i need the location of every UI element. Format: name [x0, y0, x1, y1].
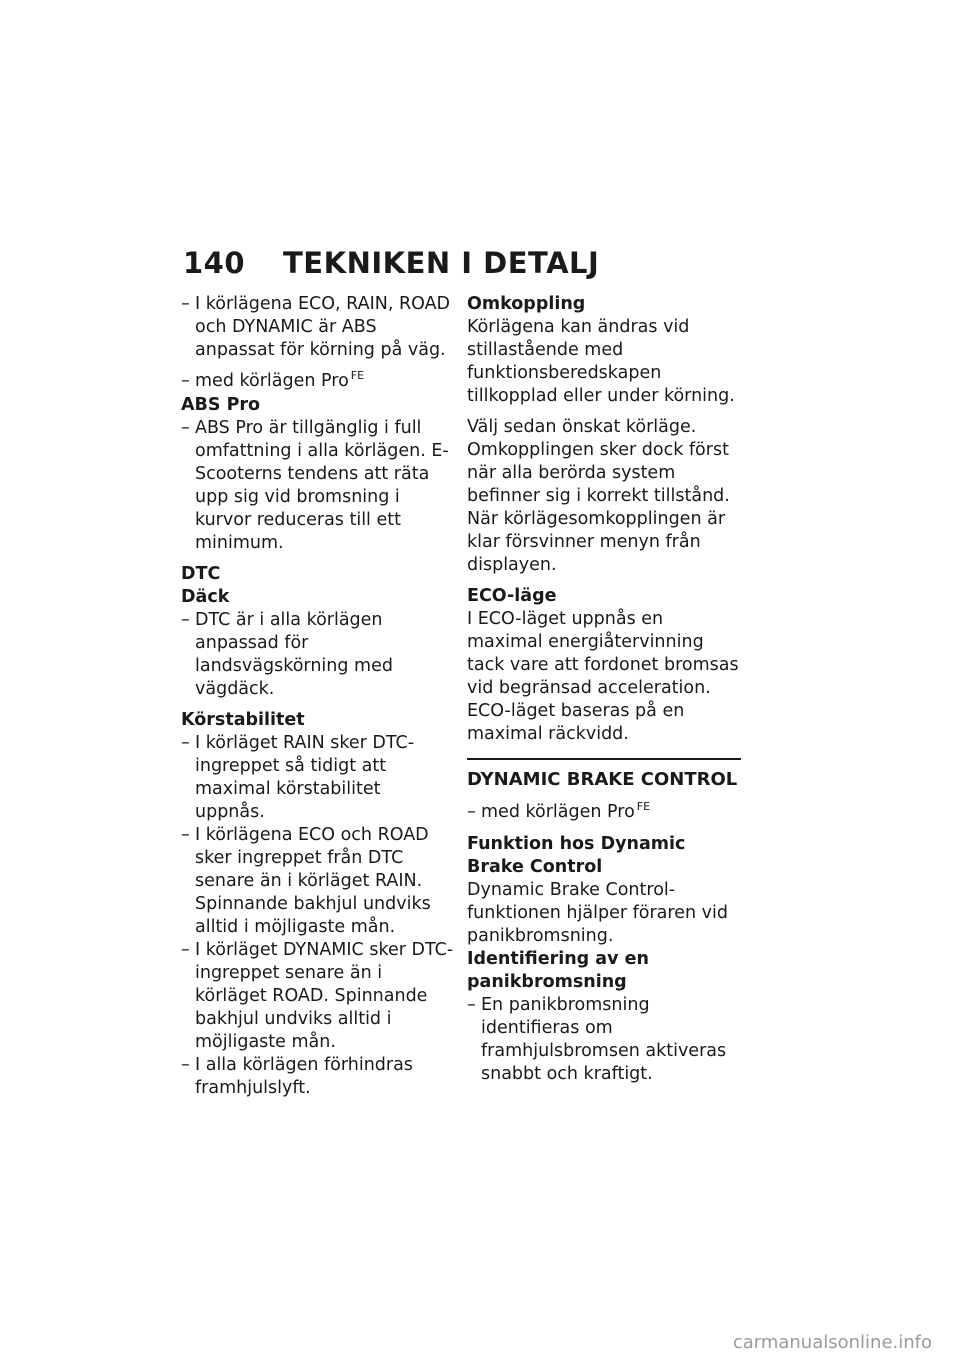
paragraph: När körlägesomkopplingen är klar försvinner menyn från displayen. [467, 509, 726, 575]
watermark: carmanualsonline.info [732, 1332, 932, 1353]
right-column [467, 293, 741, 1094]
heading-korstabilitet: Körstabilitet [181, 710, 305, 730]
list-item: – I körlägena ECO, RAIN, ROAD och DYNAMIC är ABS anpassat för körning på väg. [181, 294, 451, 360]
list-item: – I alla körlägen förhindras framhjulslyft. [181, 1055, 413, 1098]
list-item: – I körläget DYNAMIC sker DTC-ingreppet senare än i körläget ROAD. Spinnande bakhjul undviks alltid i möjligaste mån. [181, 940, 454, 1052]
paragraph: Välj sedan önskat körläge. Omkopplingen sker dock först när alla berörda system befinner sig i korrekt tillstånd. [467, 417, 730, 506]
heading-dack: Däck [181, 587, 230, 607]
list-item: – I körlägena ECO och ROAD sker ingreppet från DTC senare än i körläget RAIN. Spinnande bakhjul undviks alltid i möjligaste mån. [181, 825, 431, 937]
heading-abs-pro: ABS Pro [181, 395, 261, 415]
list-item: – med körlägen Pro $^{FE}$ [181, 369, 365, 391]
page-header [183, 246, 599, 280]
list-item: – En panikbromsning identifieras om framhjulsbromsen aktiveras snabbt och kraftigt. [467, 995, 727, 1084]
list-item: – I körläget RAIN sker DTC-ingreppet så tidigt att maximal körstabilitet uppnås. [181, 733, 415, 822]
heading-identifiering: Identifiering av en panikbromsning [467, 949, 649, 992]
heading-omkoppling: Omkoppling [467, 294, 586, 314]
paragraph: I ECO-läget uppnås en maximal energiåtervinning tack vare att fordonet bromsas vid begränsad acceleration. ECO-läget baseras på en maximal räckvidd. [467, 609, 739, 744]
heading-funktion: Funktion hos Dynamic Brake Control [467, 834, 686, 877]
fe-superscript: FE [350, 369, 365, 382]
heading-eco-lage: ECO-läge [467, 586, 557, 606]
page-number: 140 [183, 246, 246, 280]
heading-dtc: DTC [181, 564, 221, 584]
section-title-dynamic-brake-control: DYNAMIC BRAKE CONTROL [467, 758, 741, 791]
paragraph: Körlägena kan ändras vid stillastående med funktionsberedskapen tillkopplad eller under körning. [467, 317, 735, 406]
list-item: – ABS Pro är tillgänglig i full omfattning i alla körlägen. E-Scooterns tendens att räta upp sig vid bromsning i kurvor reduceras till ett minimum. [181, 418, 449, 553]
fe-superscript: FE [636, 800, 651, 813]
chapter-title: TEKNIKEN I DETALJ [283, 246, 600, 280]
list-item: – med körlägen Pro $^{FE}$ [467, 800, 651, 822]
list-item: – DTC är i alla körlägen anpassad för landsvägskörning med vägdäck. [181, 610, 393, 699]
paragraph: Dynamic Brake Control-funktionen hjälper föraren vid panikbromsning. [467, 880, 728, 946]
left-column [181, 293, 455, 1100]
